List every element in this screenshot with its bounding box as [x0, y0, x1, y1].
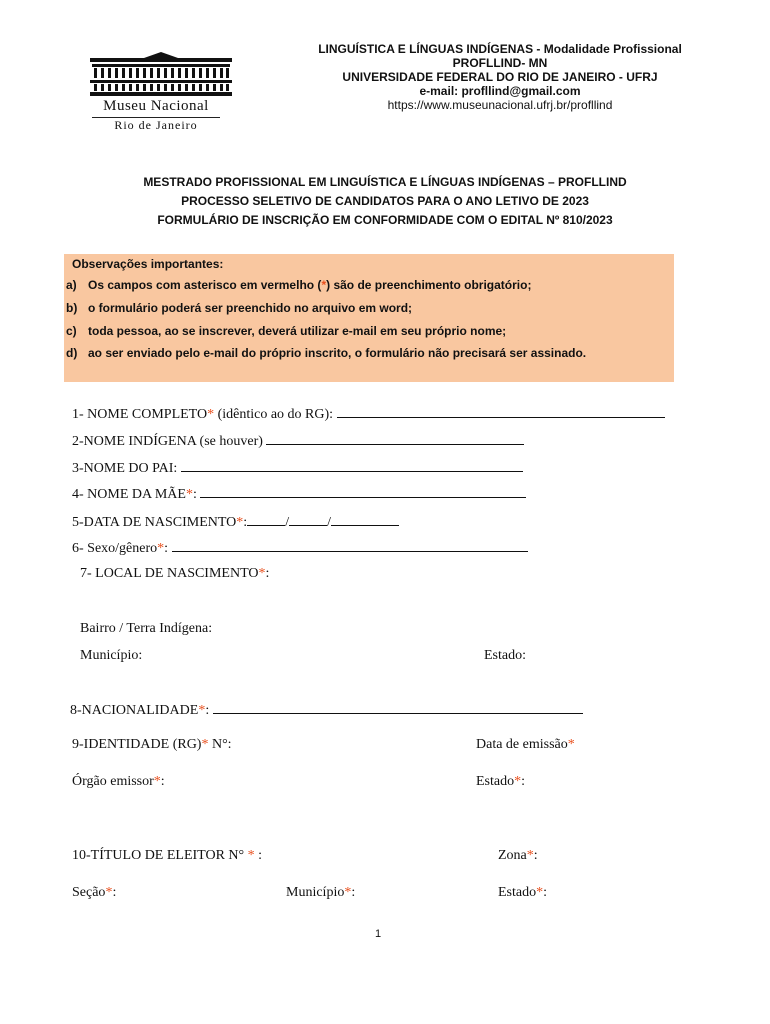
- required-asterisk: *: [236, 515, 244, 530]
- field-nome-pai: 3-NOME DO PAI:: [72, 459, 523, 477]
- observation-a: a) Os campos com asterisco em vermelho (*) são de preenchimento obrigatório;: [66, 276, 666, 295]
- birth-month-line[interactable]: [289, 513, 327, 526]
- logo-museu-nacional: Museu Nacional: [103, 98, 209, 114]
- field-bairro[interactable]: Bairro / Terra Indígena:: [80, 621, 213, 636]
- header-university: UNIVERSIDADE FEDERAL DO RIO DE JANEIRO - UFRJ: [342, 70, 658, 84]
- title-line-2: PROCESSO SELETIVO DE CANDIDATOS PARA O ANO LETIVO DE 2023: [181, 194, 589, 208]
- nome-pai-line[interactable]: [181, 459, 523, 472]
- nacionalidade-line[interactable]: [213, 701, 583, 714]
- required-asterisk: *: [105, 885, 113, 900]
- field-data-nascimento: 5-DATA DE NASCIMENTO*: / /: [72, 513, 399, 531]
- field-estado[interactable]: Estado:: [484, 648, 526, 663]
- observation-marker: c): [66, 324, 77, 338]
- title-line-1: MESTRADO PROFISSIONAL EM LINGUÍSTICA E LÍNGUAS INDÍGENAS – PROFLLIND: [143, 175, 627, 189]
- header-program: LINGUÍSTICA E LÍNGUAS INDÍGENAS - Modalidade Profissional: [318, 42, 682, 56]
- required-asterisk: *: [153, 774, 161, 789]
- birth-year-line[interactable]: [331, 513, 399, 526]
- required-asterisk: *: [185, 487, 193, 502]
- document-title: [90, 173, 680, 230]
- required-asterisk: *: [201, 737, 209, 752]
- nome-mae-line[interactable]: [200, 485, 526, 498]
- logo-rio-de-janeiro: Rio de Janeiro: [114, 118, 198, 132]
- field-sexo-genero: 6- Sexo/gênero*:: [72, 539, 528, 557]
- observations-title: Observações importantes:: [72, 257, 224, 271]
- header-acronym: PROFLLIND- MN: [452, 56, 548, 70]
- observation-b: b) o formulário poderá ser preenchido no arquivo em word;: [66, 299, 666, 318]
- required-asterisk: *: [514, 774, 522, 789]
- field-secao[interactable]: Seção*:: [72, 885, 117, 900]
- field-orgao-emissor[interactable]: Órgão emissor*:: [72, 774, 165, 789]
- museu-nacional-logo: [86, 52, 236, 134]
- institution-header: [285, 42, 715, 112]
- field-nome-indigena: 2-NOME INDÍGENA (se houver): [72, 432, 524, 450]
- required-asterisk: *: [198, 703, 206, 718]
- required-asterisk: *: [526, 848, 534, 863]
- required-asterisk: *: [567, 737, 575, 752]
- required-asterisk: *: [157, 541, 165, 556]
- header-url: https://www.museunacional.ufrj.br/profllind: [387, 98, 613, 112]
- required-asterisk: *: [247, 848, 255, 863]
- building-icon: [86, 52, 236, 98]
- required-asterisk: *: [258, 566, 266, 581]
- field-nome-mae: 4- NOME DA MÃE*:: [72, 485, 526, 503]
- required-asterisk: *: [321, 278, 327, 292]
- field-local-nascimento: 7- LOCAL DE NASCIMENTO*:: [80, 566, 270, 581]
- field-municipio-eleitor[interactable]: Município*:: [286, 885, 356, 900]
- field-municipio[interactable]: Município:: [80, 648, 143, 663]
- observation-d: d) ao ser enviado pelo e-mail do próprio inscrito, o formulário não precisará ser assinado.: [66, 344, 626, 363]
- field-estado-eleitor[interactable]: Estado*:: [498, 885, 547, 900]
- nome-indigena-line[interactable]: [266, 432, 524, 445]
- required-asterisk: *: [344, 885, 352, 900]
- field-titulo-eleitor[interactable]: 10-TÍTULO DE ELEITOR N° * :: [72, 848, 263, 863]
- required-asterisk: *: [207, 407, 215, 422]
- field-nacionalidade: 8-NACIONALIDADE*:: [70, 701, 583, 719]
- observation-marker: b): [66, 301, 78, 315]
- birth-day-line[interactable]: [247, 513, 285, 526]
- header-email: e-mail: profllind@gmail.com: [419, 84, 581, 98]
- field-identidade[interactable]: 9-IDENTIDADE (RG)* N°:: [72, 737, 232, 752]
- field-zona[interactable]: Zona*:: [498, 848, 538, 863]
- nome-completo-line[interactable]: [337, 405, 665, 418]
- field-estado-rg[interactable]: Estado*:: [476, 774, 525, 789]
- field-nome-completo: 1- NOME COMPLETO* (idêntico ao do RG):: [72, 405, 665, 423]
- sexo-genero-line[interactable]: [172, 539, 528, 552]
- observation-c: c) toda pessoa, ao se inscrever, deverá utilizar e-mail em seu próprio nome;: [66, 322, 666, 341]
- title-line-3: FORMULÁRIO DE INSCRIÇÃO EM CONFORMIDADE COM O EDITAL Nº 810/2023: [157, 213, 613, 227]
- page-number: 1: [375, 928, 382, 940]
- observation-marker: a): [66, 278, 77, 292]
- required-asterisk: *: [536, 885, 544, 900]
- observation-marker: d): [66, 346, 78, 360]
- field-data-emissao[interactable]: Data de emissão*: [476, 737, 575, 752]
